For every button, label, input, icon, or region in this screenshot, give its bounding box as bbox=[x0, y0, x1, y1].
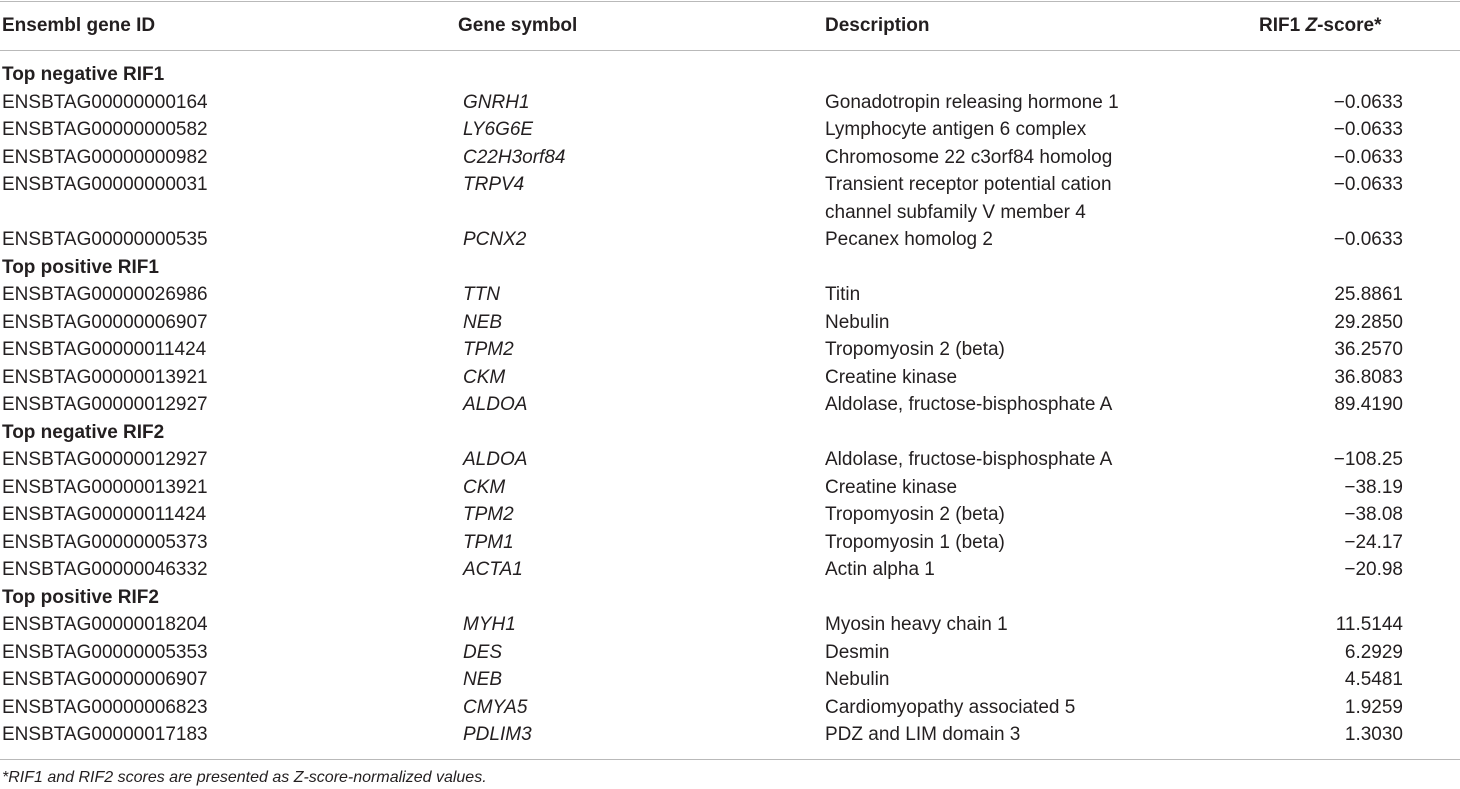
gene-symbol: CMYA5 bbox=[463, 696, 528, 718]
gene-description: Creatine kinase bbox=[825, 476, 958, 498]
gene-symbol: TTN bbox=[463, 284, 500, 305]
ensembl-id: ENSBTAG00000006907 bbox=[2, 669, 208, 690]
z-score: −24.17 bbox=[1344, 531, 1403, 553]
table-row bbox=[0, 391, 1460, 419]
ensembl-id: ENSBTAG00000005373 bbox=[2, 531, 208, 553]
section-title-row bbox=[0, 254, 1460, 282]
ensembl-id: ENSBTAG00000006907 bbox=[2, 311, 208, 333]
gene-description: Cardiomyopathy associated 5 bbox=[825, 696, 1076, 718]
ensembl-id: ENSBTAG00000000582 bbox=[2, 119, 208, 140]
table-row bbox=[0, 556, 1460, 584]
ensembl-id: ENSBTAG00000000164 bbox=[2, 91, 208, 113]
table-row bbox=[0, 226, 1460, 254]
table-row bbox=[0, 666, 1460, 694]
gene-symbol: TPM2 bbox=[463, 504, 514, 525]
z-score: 29.2850 bbox=[1334, 311, 1403, 333]
ensembl-id: ENSBTAG00000006823 bbox=[2, 696, 208, 718]
ensembl-id: ENSBTAG00000013921 bbox=[2, 366, 208, 388]
section-title-row bbox=[0, 61, 1460, 89]
table-row bbox=[0, 474, 1460, 502]
gene-symbol: DES bbox=[463, 641, 503, 663]
gene-symbol: TPM2 bbox=[463, 339, 514, 360]
z-score: 6.2929 bbox=[1344, 641, 1403, 663]
z-score: 11.5144 bbox=[1335, 614, 1403, 635]
gene-symbol: CKM bbox=[463, 476, 506, 498]
header-rif1-zscore-prefix: RIF1 bbox=[1259, 15, 1306, 36]
gene-description: Titin bbox=[825, 284, 861, 305]
gene-description: Lymphocyte antigen 6 complex bbox=[825, 119, 1087, 140]
gene-description-line-1: Transient receptor potential cation bbox=[825, 174, 1112, 195]
table-row bbox=[0, 611, 1460, 639]
ensembl-id: ENSBTAG00000005353 bbox=[2, 641, 208, 663]
gene-symbol: C22H3orf84 bbox=[463, 146, 566, 168]
z-score: 36.8083 bbox=[1334, 366, 1403, 388]
table-top-rule bbox=[0, 1, 1460, 2]
table-row bbox=[0, 144, 1460, 172]
section-title: Top positive RIF2 bbox=[2, 586, 159, 608]
gene-symbol: MYH1 bbox=[463, 614, 516, 635]
table-row bbox=[0, 446, 1460, 474]
ensembl-id: ENSBTAG00000000031 bbox=[2, 174, 208, 195]
z-score: 89.4190 bbox=[1334, 394, 1403, 415]
section-title: Top negative RIF1 bbox=[2, 64, 165, 85]
ensembl-id: ENSBTAG00000018204 bbox=[2, 614, 208, 635]
z-score: −0.0633 bbox=[1333, 146, 1403, 168]
table-footnote: *RIF1 and RIF2 scores are presented as Z-score-normalized values. bbox=[2, 769, 487, 786]
header-rif1-zscore-z: Z bbox=[1305, 15, 1318, 36]
section-title-row bbox=[0, 584, 1460, 612]
table-row bbox=[0, 171, 1460, 226]
table-row bbox=[0, 639, 1460, 667]
table-row bbox=[0, 336, 1460, 364]
gene-description: Tropomyosin 2 (beta) bbox=[825, 339, 1005, 360]
table-bottom-rule bbox=[0, 759, 1460, 760]
gene-symbol: NEB bbox=[463, 311, 503, 333]
section-title-row bbox=[0, 419, 1460, 447]
table-row bbox=[0, 116, 1460, 144]
table-row bbox=[0, 721, 1460, 749]
ensembl-id: ENSBTAG00000013921 bbox=[2, 476, 208, 498]
table-row bbox=[0, 529, 1460, 557]
z-score: 25.8861 bbox=[1334, 284, 1403, 305]
table-row bbox=[0, 89, 1460, 117]
gene-description: PDZ and LIM domain 3 bbox=[825, 724, 1021, 745]
z-score: 1.3030 bbox=[1344, 724, 1403, 745]
section-title: Top positive RIF1 bbox=[2, 256, 159, 278]
ensembl-id: ENSBTAG00000026986 bbox=[2, 284, 208, 305]
gene-description: Tropomyosin 1 (beta) bbox=[825, 531, 1005, 553]
z-score: −38.19 bbox=[1344, 476, 1403, 498]
gene-symbol: PDLIM3 bbox=[463, 724, 532, 745]
ensembl-id: ENSBTAG00000000982 bbox=[2, 146, 208, 168]
gene-symbol: NEB bbox=[463, 669, 503, 690]
gene-description: Myosin heavy chain 1 bbox=[825, 614, 1008, 635]
gene-symbol: CKM bbox=[463, 366, 506, 388]
gene-description bbox=[825, 171, 1112, 226]
z-score: −0.0633 bbox=[1333, 91, 1403, 113]
table-row bbox=[0, 364, 1460, 392]
gene-description: Desmin bbox=[825, 641, 890, 663]
table-body bbox=[0, 61, 1460, 749]
table-header-rule bbox=[0, 50, 1460, 51]
gene-description: Pecanex homolog 2 bbox=[825, 229, 993, 250]
gene-symbol: ALDOA bbox=[463, 449, 528, 470]
section-title: Top negative RIF2 bbox=[2, 421, 165, 443]
ensembl-id: ENSBTAG00000011424 bbox=[2, 339, 207, 360]
gene-description: Nebulin bbox=[825, 311, 890, 333]
ensembl-id: ENSBTAG00000046332 bbox=[2, 559, 208, 580]
ensembl-id: ENSBTAG00000012927 bbox=[2, 449, 208, 470]
z-score: 1.9259 bbox=[1344, 696, 1403, 718]
ensembl-id: ENSBTAG00000000535 bbox=[2, 229, 208, 250]
table-row bbox=[0, 501, 1460, 529]
gene-description: Tropomyosin 2 (beta) bbox=[825, 504, 1005, 525]
gene-description: Actin alpha 1 bbox=[825, 559, 935, 580]
gene-symbol: PCNX2 bbox=[463, 229, 527, 250]
gene-symbol: ALDOA bbox=[463, 394, 528, 415]
z-score: 4.5481 bbox=[1344, 669, 1403, 690]
z-score: −20.98 bbox=[1344, 559, 1403, 580]
header-description: Description bbox=[825, 15, 930, 36]
table-row bbox=[0, 281, 1460, 309]
gene-symbol: TRPV4 bbox=[463, 174, 525, 195]
ensembl-id: ENSBTAG00000011424 bbox=[2, 504, 207, 525]
gene-symbol: GNRH1 bbox=[463, 91, 530, 113]
gene-description: Gonadotropin releasing hormone 1 bbox=[825, 91, 1119, 113]
z-score: −38.08 bbox=[1344, 504, 1403, 525]
gene-description: Chromosome 22 c3orf84 homolog bbox=[825, 146, 1113, 168]
gene-symbol: ACTA1 bbox=[463, 559, 523, 580]
z-score: −108.25 bbox=[1333, 449, 1403, 470]
z-score: −0.0633 bbox=[1333, 229, 1403, 250]
header-ensembl-id: Ensembl gene ID bbox=[2, 15, 156, 36]
header-rif1-zscore-suffix: -score* bbox=[1317, 15, 1382, 36]
gene-description-line-2: channel subfamily V member 4 bbox=[825, 201, 1086, 223]
z-score: 36.2570 bbox=[1334, 339, 1403, 360]
z-score: −0.0633 bbox=[1333, 119, 1403, 140]
z-score: −0.0633 bbox=[1333, 174, 1403, 195]
table-row bbox=[0, 694, 1460, 722]
ensembl-id: ENSBTAG00000012927 bbox=[2, 394, 208, 415]
gene-description: Aldolase, fructose-bisphosphate A bbox=[825, 449, 1113, 470]
header-rif1-zscore bbox=[1259, 14, 1381, 38]
gene-description: Aldolase, fructose-bisphosphate A bbox=[825, 394, 1113, 415]
gene-description: Nebulin bbox=[825, 669, 890, 690]
gene-description: Creatine kinase bbox=[825, 366, 958, 388]
gene-symbol: LY6G6E bbox=[463, 119, 534, 140]
gene-symbol: TPM1 bbox=[463, 531, 514, 553]
header-gene-symbol: Gene symbol bbox=[458, 15, 578, 36]
ensembl-id: ENSBTAG00000017183 bbox=[2, 724, 208, 745]
table-row bbox=[0, 309, 1460, 337]
